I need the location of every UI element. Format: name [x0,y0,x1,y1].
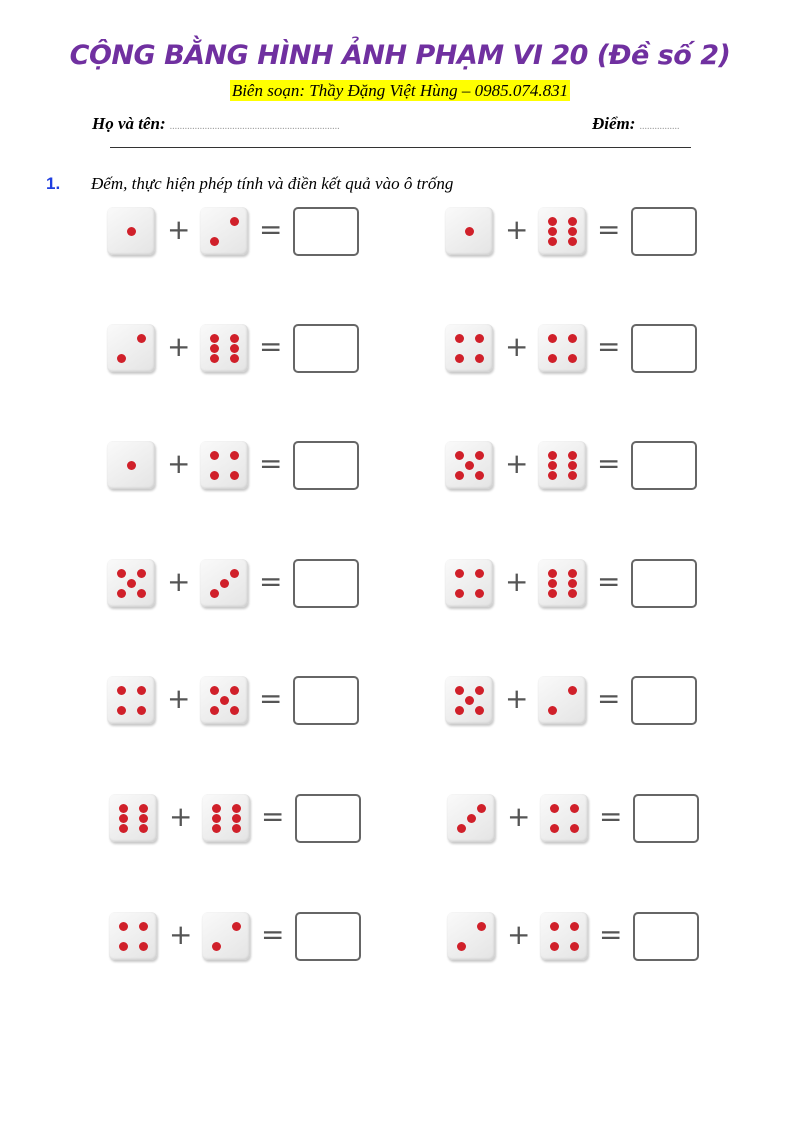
die-pip [230,344,239,353]
exercise-item [107,324,367,374]
plus-sign: + [169,800,193,833]
die-pip [139,804,148,813]
die-pip [230,334,239,343]
die-pip [570,922,579,931]
die-pip [570,824,579,833]
die-pip [568,227,577,236]
answer-box[interactable] [631,441,697,490]
die-pip [137,686,146,695]
name-row [92,114,732,134]
answer-box[interactable] [293,207,359,256]
die-face-3 [447,794,495,842]
die-pip [465,461,474,470]
die-face-4 [445,324,493,372]
die-pip [568,217,577,226]
die-pip [230,451,239,460]
equals-sign: = [597,330,621,363]
die-pip [455,451,464,460]
die-pip [119,824,128,833]
answer-box[interactable] [293,441,359,490]
die-pip [548,461,557,470]
die-face-6 [538,207,586,255]
die-face-2 [107,324,155,372]
die-face-5 [445,441,493,489]
die-face-4 [200,441,248,489]
die-pip [475,471,484,480]
die-pip [232,804,241,813]
plus-sign: + [167,447,191,480]
exercise-item [445,207,705,257]
score-group [592,114,680,134]
die-pip [212,814,221,823]
die-pip [475,451,484,460]
die-pip [475,706,484,715]
question-number: 1. [46,174,61,193]
die-pip [477,922,486,931]
answer-box[interactable] [631,676,697,725]
die-pip [210,706,219,715]
die-pip [220,579,229,588]
exercise-item [109,912,369,962]
die-pip [137,589,146,598]
exercise-item [107,207,367,257]
die-pip [455,706,464,715]
plus-sign: + [167,213,191,246]
die-pip [127,461,136,470]
die-pip [568,471,577,480]
die-pip [137,706,146,715]
die-pip [477,804,486,813]
exercise-item [107,676,367,726]
author-text: Biên soạn: Thầy Đặng Việt Hùng – 0985.074.831 [231,81,569,100]
die-pip [210,237,219,246]
plus-sign: + [167,565,191,598]
die-face-1 [107,207,155,255]
die-face-6 [202,794,250,842]
die-pip [550,922,559,931]
die-pip [210,471,219,480]
plus-sign: + [505,447,529,480]
exercise-item [109,794,369,844]
equals-sign: = [597,682,621,715]
die-pip [548,354,557,363]
die-pip [230,354,239,363]
die-pip [137,334,146,343]
die-pip [230,217,239,226]
die-pip [570,942,579,951]
die-pip [475,589,484,598]
die-pip [568,451,577,460]
exercise-item [445,441,705,491]
answer-box[interactable] [633,912,699,961]
die-pip [210,354,219,363]
die-pip [568,237,577,246]
die-pip [457,824,466,833]
score-field[interactable]: ................ [639,121,680,132]
die-face-4 [107,676,155,724]
die-pip [232,922,241,931]
die-pip [570,804,579,813]
equals-sign: = [597,213,621,246]
die-pip [230,686,239,695]
answer-box[interactable] [295,794,361,843]
answer-box[interactable] [631,207,697,256]
answer-box[interactable] [293,559,359,608]
die-pip [210,589,219,598]
die-pip [568,569,577,578]
equals-sign: = [261,800,285,833]
die-pip [117,589,126,598]
die-pip [548,237,557,246]
exercise-item [445,559,705,609]
equals-sign: = [259,682,283,715]
die-pip [475,686,484,695]
die-pip [139,922,148,931]
die-pip [467,814,476,823]
die-face-6 [538,441,586,489]
die-pip [139,824,148,833]
die-face-5 [200,676,248,724]
die-pip [568,461,577,470]
die-pip [139,814,148,823]
answer-box[interactable] [631,324,697,373]
die-pip [212,942,221,951]
plus-sign: + [507,800,531,833]
equals-sign: = [259,330,283,363]
plus-sign: + [167,682,191,715]
author-line [0,81,800,101]
die-pip [210,334,219,343]
die-pip [455,569,464,578]
die-pip [548,227,557,236]
equals-sign: = [259,213,283,246]
die-pip [220,696,229,705]
die-pip [210,451,219,460]
name-field[interactable]: .................................................................... [169,121,340,132]
die-pip [548,217,557,226]
die-pip [230,471,239,480]
answer-box[interactable] [293,324,359,373]
die-pip [119,942,128,951]
die-face-6 [200,324,248,372]
divider [110,147,691,148]
die-pip [232,814,241,823]
die-face-5 [107,559,155,607]
die-pip [232,824,241,833]
die-pip [457,942,466,951]
equals-sign: = [599,800,623,833]
die-pip [455,589,464,598]
die-pip [568,354,577,363]
die-pip [568,579,577,588]
die-pip [550,804,559,813]
answer-box[interactable] [295,912,361,961]
exercise-item [107,441,367,491]
exercise-item [107,559,367,609]
die-pip [568,334,577,343]
die-pip [210,344,219,353]
plus-sign: + [505,565,529,598]
die-pip [568,589,577,598]
die-pip [119,922,128,931]
die-pip [119,814,128,823]
question-text: Đếm, thực hiện phép tính và điền kết quả vào ô trống [91,174,454,193]
score-label: Điểm: [592,114,636,133]
die-pip [455,354,464,363]
die-pip [548,589,557,598]
die-pip [117,569,126,578]
equals-sign: = [597,447,621,480]
die-pip [465,696,474,705]
plus-sign: + [505,330,529,363]
die-face-1 [445,207,493,255]
name-label: Họ và tên: [92,114,166,133]
die-pip [455,334,464,343]
die-face-4 [538,324,586,372]
die-pip [548,579,557,588]
die-face-2 [538,676,586,724]
die-pip [550,824,559,833]
answer-box[interactable] [631,559,697,608]
die-pip [455,686,464,695]
die-face-4 [540,794,588,842]
die-pip [455,471,464,480]
exercise-item [447,912,707,962]
die-pip [548,706,557,715]
die-face-2 [447,912,495,960]
die-face-2 [200,207,248,255]
plus-sign: + [507,918,531,951]
equals-sign: = [261,918,285,951]
die-pip [127,579,136,588]
answer-box[interactable] [633,794,699,843]
die-face-4 [445,559,493,607]
die-pip [550,942,559,951]
die-pip [137,569,146,578]
die-pip [475,334,484,343]
die-pip [139,942,148,951]
exercise-item [447,794,707,844]
plus-sign: + [505,682,529,715]
die-pip [212,824,221,833]
die-face-2 [202,912,250,960]
die-face-6 [109,794,157,842]
equals-sign: = [259,447,283,480]
equals-sign: = [597,565,621,598]
plus-sign: + [169,918,193,951]
die-pip [548,451,557,460]
die-pip [117,686,126,695]
plus-sign: + [505,213,529,246]
die-pip [568,686,577,695]
die-pip [212,804,221,813]
die-pip [548,569,557,578]
die-face-1 [107,441,155,489]
answer-box[interactable] [293,676,359,725]
die-pip [475,354,484,363]
die-pip [127,227,136,236]
equals-sign: = [599,918,623,951]
die-pip [230,569,239,578]
die-face-4 [540,912,588,960]
die-pip [119,804,128,813]
die-pip [475,569,484,578]
die-pip [117,354,126,363]
die-face-3 [200,559,248,607]
die-face-5 [445,676,493,724]
die-pip [210,686,219,695]
die-face-6 [538,559,586,607]
equals-sign: = [259,565,283,598]
die-pip [548,334,557,343]
plus-sign: + [167,330,191,363]
die-pip [230,706,239,715]
die-pip [117,706,126,715]
exercise-item [445,324,705,374]
worksheet-title: CỘNG BẰNG HÌNH ẢNH PHẠM VI 20 (Đề số 2) [69,40,731,71]
die-pip [548,471,557,480]
die-pip [465,227,474,236]
exercise-item [445,676,705,726]
die-face-4 [109,912,157,960]
